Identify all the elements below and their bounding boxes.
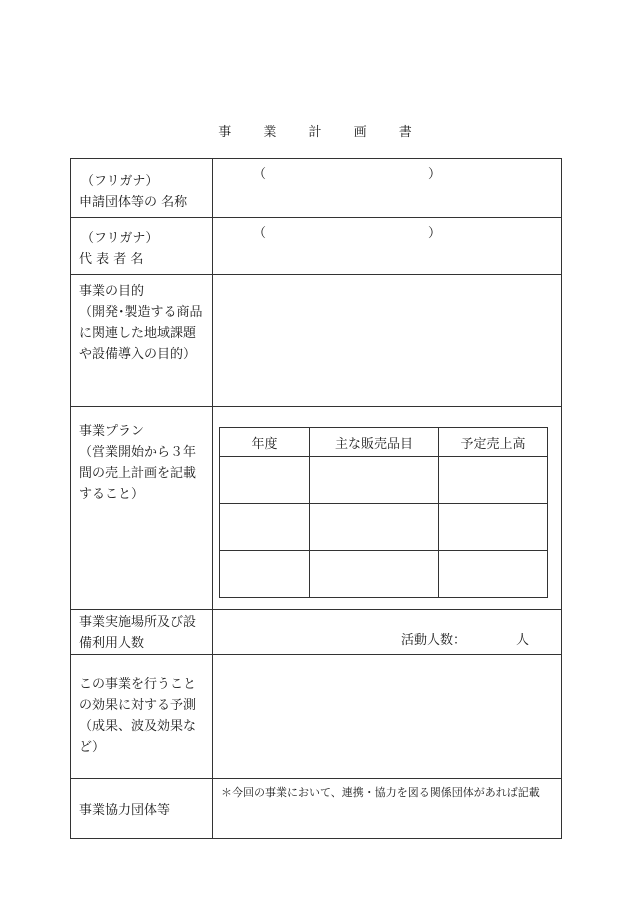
place-label: 事業実施場所及び設備利用人数 [79,615,197,651]
sales-1-cell[interactable] [439,457,548,504]
partner-label: 事業協力団体等 [79,803,171,818]
org-name-field[interactable] [213,159,562,218]
row-business-plan [71,407,562,610]
items-3-cell[interactable] [310,551,439,598]
place-label-cell [71,610,213,655]
year-2-cell[interactable] [220,504,310,551]
effect-label-cell [71,655,213,779]
place-field[interactable] [213,610,562,655]
rep-kana-paren-close: ） [427,226,441,241]
header-main-items: 主な販売品目 [310,428,439,457]
rep-name-label: 代 表 者 名 [79,252,144,267]
sales-3-cell[interactable] [439,551,548,598]
document-title: 事 業 計 画 書 [218,125,426,140]
row-effect [71,655,562,779]
row-org-name [71,159,562,218]
header-planned-sales: 予定売上高 [439,428,548,457]
row-partner [71,779,562,839]
purpose-label-cell [71,275,213,407]
purpose-label: 事業の目的 [79,284,145,299]
row-representative [71,218,562,275]
plan-sub-label: （営業開始から３年間の売上計画を記載すること） [79,445,197,502]
rep-name-field[interactable] [213,218,562,275]
org-name-label-cell [71,159,213,218]
purpose-field[interactable] [213,275,562,407]
year-3-cell[interactable] [220,551,310,598]
sales-2-cell[interactable] [439,504,548,551]
business-plan-form [70,158,562,839]
rep-kana-label: （フリガナ） [81,231,159,246]
plan-label-cell [71,407,213,610]
sales-plan-table [219,427,548,598]
org-kana-paren-open: （ [253,167,267,182]
staff-count-unit: 人 [515,633,529,648]
plan-label: 事業プラン [79,424,145,439]
staff-count-label: 活動人数： [400,633,466,648]
effect-label: この事業を行うことの効果に対する予測（成果、波及効果など） [79,677,197,755]
row-place [71,610,562,655]
effect-field[interactable] [213,655,562,779]
rep-label-cell [71,218,213,275]
plan-field [213,407,562,610]
partner-label-cell [71,779,213,839]
purpose-sub-label: （開発･製造する商品に関連した地域課題や設備導入の目的） [79,305,203,362]
partner-note: ＊今回の事業において、連携・協力を図る関係団体があれば記載 [221,786,540,799]
rep-kana-paren-open: （ [253,226,267,241]
partner-field[interactable] [213,779,562,839]
table-row [220,457,548,504]
sales-plan-header-row [220,428,548,457]
header-year: 年度 [220,428,310,457]
items-1-cell[interactable] [310,457,439,504]
org-kana-label: （フリガナ） [81,174,159,189]
table-row [220,504,548,551]
org-kana-paren-close: ） [427,167,441,182]
row-purpose [71,275,562,407]
org-name-label: 申請団体等の 名称 [79,195,188,210]
year-1-cell[interactable] [220,457,310,504]
items-2-cell[interactable] [310,504,439,551]
table-row [220,551,548,598]
